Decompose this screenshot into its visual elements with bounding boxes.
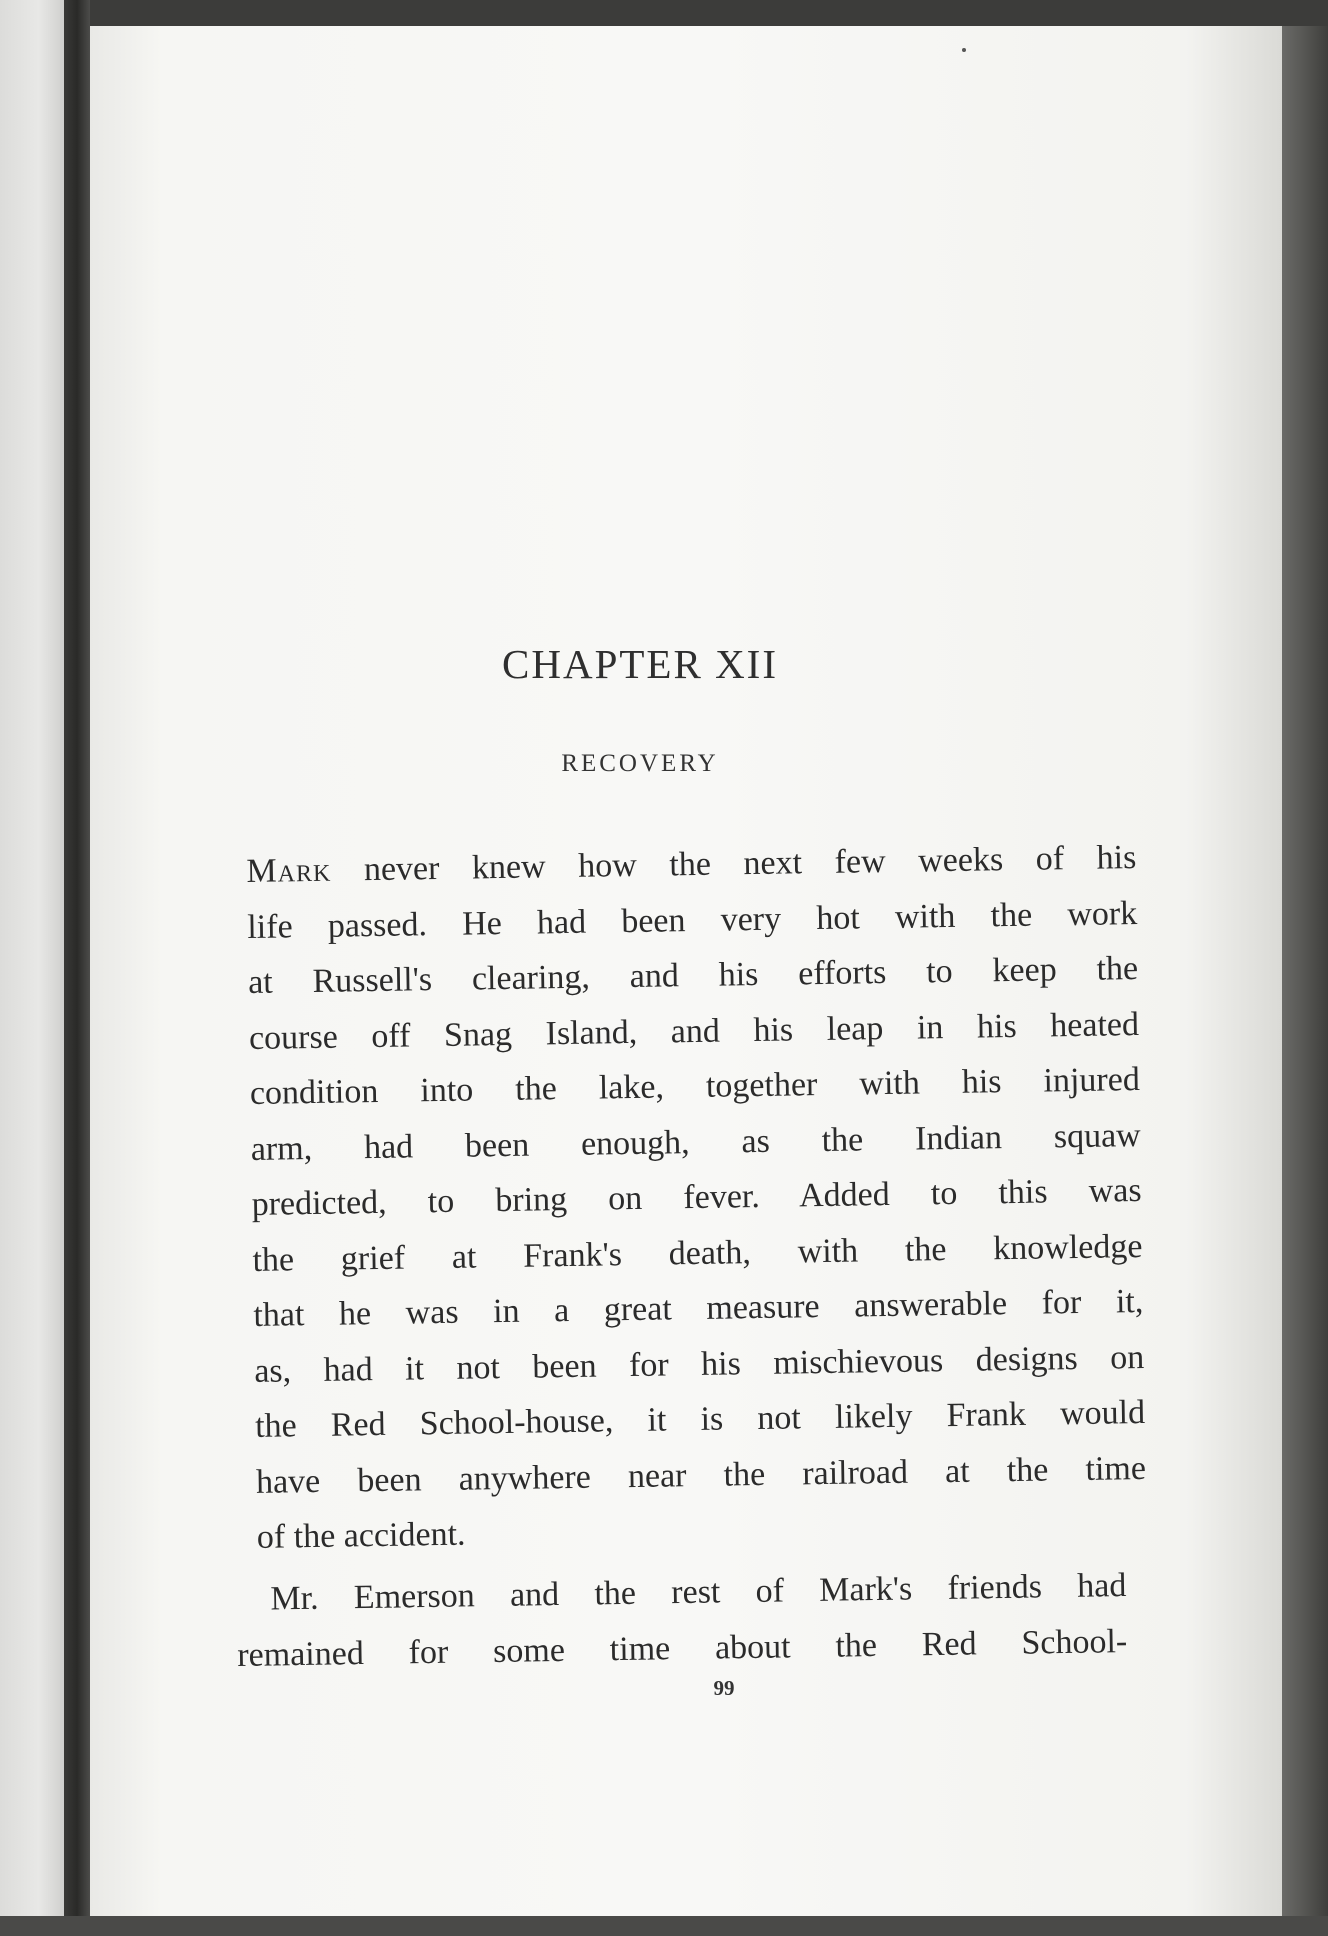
text-line: life passed. He had been very hot with the work	[247, 894, 1138, 946]
page-speck	[962, 48, 966, 52]
text-line: at Russell's clearing, and his efforts to keep the	[247, 950, 1139, 1001]
chapter-title: CHAPTER XII	[502, 641, 778, 687]
dropword: Mark	[246, 851, 332, 890]
text-line: as, had it not been for his mischievous designs on	[253, 1338, 1145, 1390]
paragraph-2	[236, 1558, 1128, 1683]
text-line: arm, had been enough, as the Indian squaw	[250, 1116, 1141, 1168]
text-line: that he was in a great measure answerable for it,	[253, 1282, 1144, 1334]
text-line: remained for some time about the Red School-	[237, 1622, 1128, 1674]
book-gutter	[64, 0, 90, 1936]
text-line: the grief at Frank's death, with the knowledge	[252, 1227, 1143, 1279]
text-line: predicted, to bring on fever. Added to this was	[251, 1171, 1142, 1223]
page-number: 99	[713, 1676, 735, 1700]
book-page	[90, 26, 1282, 1916]
text-line: Mark never knew how the next few weeks of his	[246, 839, 1137, 890]
chapter-subtitle: RECOVERY	[561, 750, 719, 777]
text-line: of the accident.	[256, 1515, 466, 1556]
book-fore-edge	[1282, 26, 1328, 1916]
text-line: condition into the lake, together with his injured	[249, 1060, 1141, 1112]
paragraph-1	[246, 830, 1147, 1565]
scan-bottom-edge	[0, 1916, 1328, 1936]
text-line: have been anywhere near the railroad at the time	[255, 1449, 1147, 1501]
text-line: Mr. Emerson and the rest of Mark's friends had	[270, 1567, 1127, 1618]
previous-page-edge	[0, 0, 64, 1936]
scan-top-edge	[0, 0, 1328, 26]
text-line: the Red School-house, it is not likely Frank would	[254, 1393, 1146, 1445]
text-line: course off Snag Island, and his leap in his heated	[248, 1005, 1140, 1057]
